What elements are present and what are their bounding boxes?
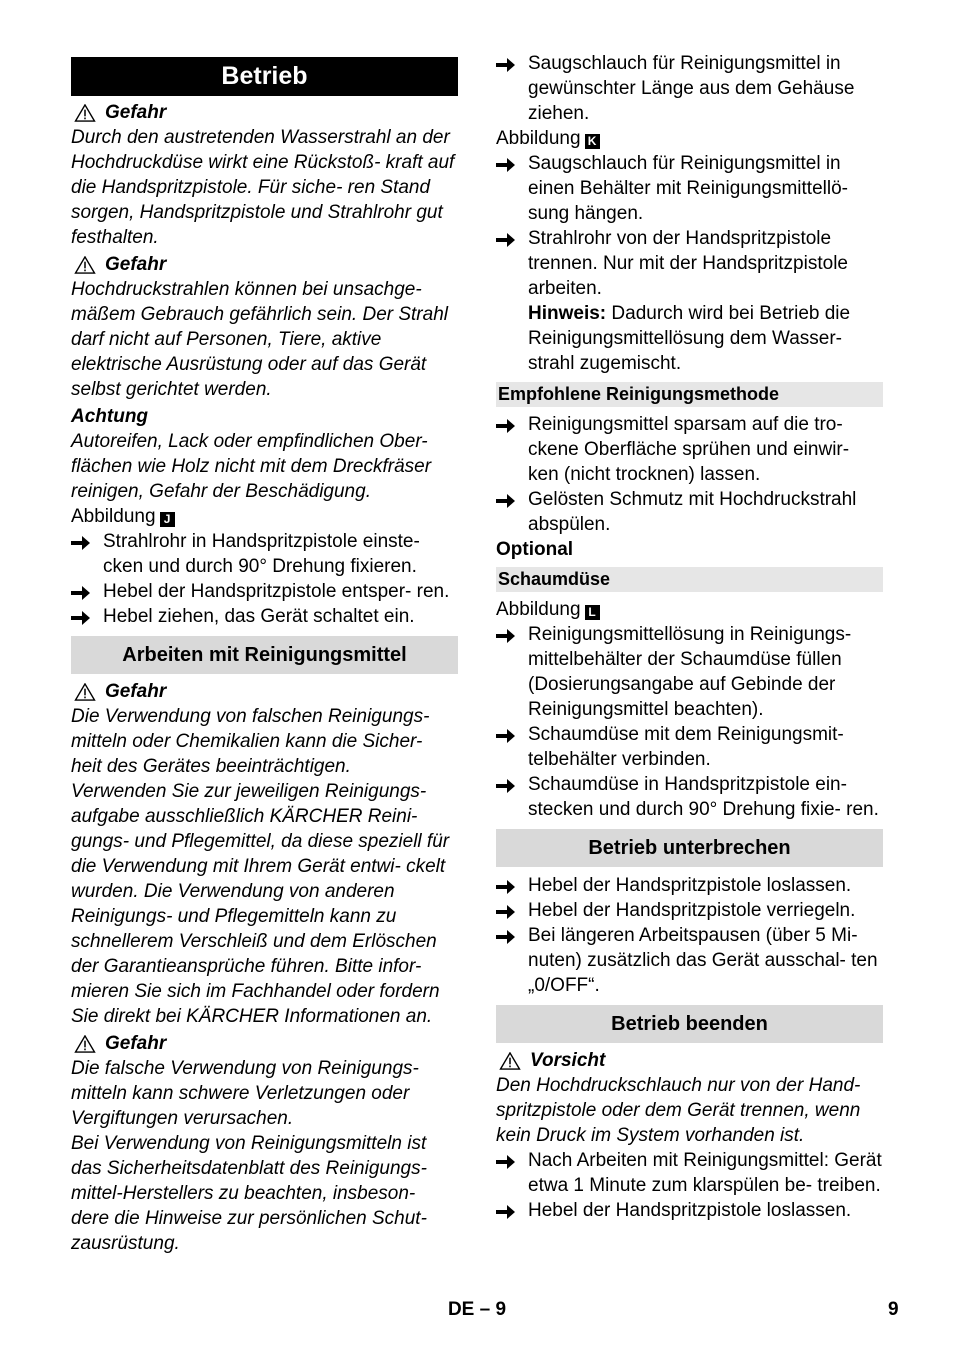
page-number: 9 xyxy=(888,1299,899,1320)
list-item: Schaumdüse in Handspritzpistole ein- stecken und durch 90° Drehung fixie- ren. xyxy=(496,772,883,822)
list-item: Gelösten Schmutz mit Hochdruckstrahl abspülen. xyxy=(496,487,883,537)
section-title-beenden: Betrieb beenden xyxy=(496,1005,883,1043)
left-column xyxy=(71,57,458,1256)
list-item: Schaumdüse mit dem Reinigungsmit- telbehälter verbinden. xyxy=(496,722,883,772)
hinweis-note: Hinweis: Dadurch wird bei Betrieb die Reinigungsmittellösung dem Wasser- strahl zugemischt. xyxy=(528,303,851,374)
achtung-text: Autoreifen, Lack oder empfindlichen Ober- flächen wie Holz nicht mit dem Dreckfräser reinigen, Gefahr der Beschädigung. xyxy=(71,431,432,502)
arrow-right-icon xyxy=(71,579,103,604)
warning-triangle-icon xyxy=(499,1052,521,1070)
warning-label: Gefahr xyxy=(71,100,458,125)
list-item: Hebel ziehen, das Gerät schaltet ein. xyxy=(71,604,458,629)
arrow-right-icon xyxy=(496,772,528,822)
warning-label: Gefahr xyxy=(71,1031,458,1056)
warning-triangle-icon xyxy=(74,104,96,122)
section-title-arbeiten: Arbeiten mit Reinigungsmittel xyxy=(71,636,458,674)
figure-reference: Abbildung J xyxy=(71,504,458,529)
warning-text: Die Verwendung von falschen Reinigungs- mitteln oder Chemikalien kann die Sicher- heit des Gerätes beeinträchtigen. xyxy=(71,706,430,777)
list-item: Hebel der Handspritzpistole loslassen. xyxy=(496,873,883,898)
warning-text: Bei Verwendung von Reinigungsmitteln ist das Sicherheitsdatenblatt des Reinigungs- mittel-Herstellers zu beachten, insbeson- dere die Hinweise zur persönlichen Schut- zausrüstung. xyxy=(71,1133,427,1254)
arrow-right-icon xyxy=(496,1148,528,1198)
section-title-schaumduese: Schaumdüse xyxy=(496,567,883,592)
list-item: Hebel der Handspritzpistole loslassen. xyxy=(496,1198,883,1223)
arrow-right-icon xyxy=(496,487,528,537)
warning-text: Die falsche Verwendung von Reinigungs- mitteln kann schwere Verletzungen oder Vergiftungen verursachen. xyxy=(71,1058,419,1129)
list-item: Bei längeren Arbeitspausen (über 5 Mi- nuten) zusätzlich das Gerät ausschal- ten „0/OFF“. xyxy=(496,923,883,998)
warning-text: Hochdruckstrahlen können bei unsachge- mäßem Gebrauch gefährlich sein. Der Strahl darf nicht auf Personen, Tiere, aktive elektrische Ausrüstung oder auf das Gerät selbst gerichtet werden. xyxy=(71,279,448,400)
achtung-label: Achtung xyxy=(71,406,149,427)
warning-text: Durch den austretenden Wasserstrahl an der Hochdruckdüse wirkt eine Rückstoß- kraft auf die Handspritzpistole. Für siche- ren Stand sorgen, Handspritzpistole und Strahlrohr gut festhalten. xyxy=(71,127,455,248)
arrow-right-icon xyxy=(496,151,528,226)
list-item: Saugschlauch für Reinigungsmittel in einen Behälter mit Reinigungsmittellö- sung hängen. xyxy=(496,151,883,226)
warning-triangle-icon xyxy=(74,256,96,274)
arrow-right-icon xyxy=(496,226,528,301)
footer-page-label: DE – 9 xyxy=(447,1299,507,1320)
figure-reference: Abbildung K xyxy=(496,126,883,151)
arrow-right-icon xyxy=(496,722,528,772)
list-item: Hebel der Handspritzpistole entsper- ren. xyxy=(71,579,458,604)
list-item: Hebel der Handspritzpistole verriegeln. xyxy=(496,898,883,923)
arrow-right-icon xyxy=(71,529,103,579)
section-title-betrieb: Betrieb xyxy=(71,57,458,96)
caution-label: Vorsicht xyxy=(496,1048,883,1073)
optional-label: Optional xyxy=(496,539,574,560)
arrow-right-icon xyxy=(496,1198,528,1223)
list-item: Nach Arbeiten mit Reinigungsmittel: Gerät etwa 1 Minute zum klarspülen be- treiben. xyxy=(496,1148,883,1198)
warning-label: Gefahr xyxy=(71,252,458,277)
figure-letter-badge: K xyxy=(585,134,600,149)
arrow-right-icon xyxy=(496,51,528,126)
list-item: Reinigungsmittel sparsam auf die tro- ckene Oberfläche sprühen und einwir- ken (nicht trocknen) lassen. xyxy=(496,412,883,487)
warning-text: Verwenden Sie zur jeweiligen Reinigungs- aufgabe ausschließlich KÄRCHER Reini- gungs- und Pflegemittel, da diese speziell für die Verwendung mit Ihrem Gerät entwi- ckelt wurden. Die Verwendung von anderen Reinigungs- und Pflegemitteln kann zu schnellerem Verschleiß und dem Erlöschen der Garantieansprüche führen. Bitte infor- mieren Sie sich im Fachhandel oder fordern Sie direkt bei KÄRCHER Informationen an. xyxy=(71,781,450,1027)
arrow-right-icon xyxy=(496,923,528,998)
list-item: Reinigungsmittellösung in Reinigungs- mittelbehälter der Schaumdüse füllen (Dosierungsangabe auf Gebinde der Reinigungsmittel beachten). xyxy=(496,622,883,722)
list-item: Strahlrohr in Handspritzpistole einste- cken und durch 90° Drehung fixieren. xyxy=(71,529,458,579)
figure-letter-badge: L xyxy=(585,605,600,620)
figure-reference: Abbildung L xyxy=(496,597,883,622)
figure-letter-badge: J xyxy=(160,512,175,527)
warning-triangle-icon xyxy=(74,1035,96,1053)
warning-label: Gefahr xyxy=(71,679,458,704)
arrow-right-icon xyxy=(496,873,528,898)
section-title-unterbrechen: Betrieb unterbrechen xyxy=(496,829,883,867)
list-item: Strahlrohr von der Handspritzpistole trennen. Nur mit der Handspritzpistole arbeiten. xyxy=(496,226,883,301)
caution-text: Den Hochdruckschlauch nur von der Hand- spritzpistole oder dem Gerät trennen, wenn kein Druck im System vorhanden ist. xyxy=(496,1075,861,1146)
section-title-empfohlene: Empfohlene Reinigungsmethode xyxy=(496,382,883,407)
arrow-right-icon xyxy=(496,622,528,722)
list-item: Saugschlauch für Reinigungsmittel in gewünschter Länge aus dem Gehäuse ziehen. xyxy=(496,51,883,126)
warning-triangle-icon xyxy=(74,683,96,701)
right-column xyxy=(496,51,883,1223)
arrow-right-icon xyxy=(496,412,528,487)
arrow-right-icon xyxy=(71,604,103,629)
arrow-right-icon xyxy=(496,898,528,923)
